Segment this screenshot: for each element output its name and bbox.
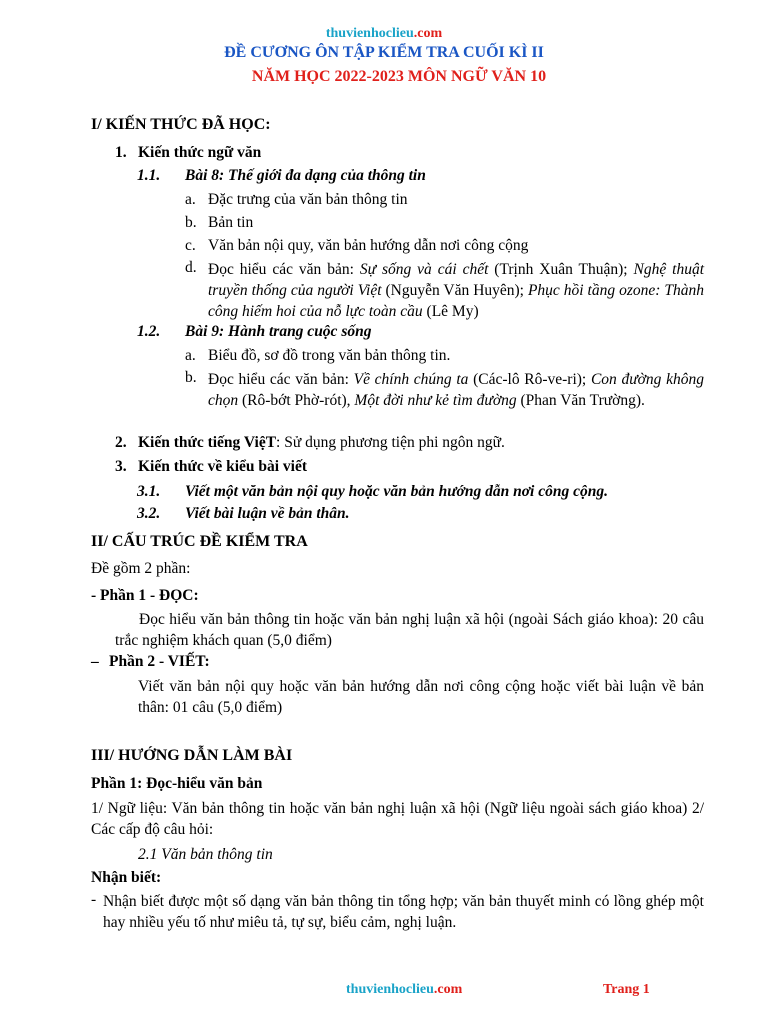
sub-2-1-label: 2.1 Văn bản thông tin — [138, 846, 273, 863]
site-watermark-bottom — [346, 982, 462, 998]
list-item: Đặc trưng của văn bản thông tin — [208, 191, 408, 208]
item-3-label: Kiến thức về kiểu bài viết — [138, 458, 308, 475]
reading-source-paragraph: 1/ Ngữ liệu: Văn bản thông tin hoặc văn bản nghị luận xã hội (Ngữ liệu ngoài sách giáo khoa) 2/ Các cấp độ câu hỏi: — [91, 800, 704, 838]
section-2-intro: Đề gồm 2 phần: — [91, 560, 191, 577]
list-item-reading-texts — [208, 259, 704, 322]
work-title: Một đời như kẻ tìm đường — [354, 392, 517, 409]
text-run: (Lê My) — [422, 303, 479, 320]
list-marker: b. — [185, 214, 197, 231]
sub-1-1-label: Bài 8: Thế giới đa dạng của thông tin — [185, 167, 426, 184]
text-run: (Phan Văn Trường). — [516, 392, 645, 409]
list-marker: d. — [185, 259, 197, 276]
site-name: thuvienhoclieu — [325, 26, 414, 41]
part-2-description: Viết văn bản nội quy hoặc văn bản hướng dẫn nơi công cộng hoặc viết bài luận về bản thân: 01 câu (5,0 điểm) — [138, 678, 704, 716]
text-run: (Các-lô Rô-ve-ri); — [468, 371, 591, 388]
list-marker: a. — [185, 347, 196, 364]
sub-3-2-number: 3.2. — [137, 505, 161, 522]
sub-3-2-label: Viết bài luận về bản thân. — [185, 505, 350, 522]
sub-1-2-number: 1.2. — [137, 323, 161, 340]
document-subtitle: NĂM HỌC 2022-2023 MÔN NGỮ VĂN 10 — [251, 68, 547, 85]
text-run: (Trịnh Xuân Thuận); — [488, 261, 634, 278]
work-title: Nghệ thuật truyền thống của người Việt — [208, 261, 705, 299]
document-title: ĐỀ CƯƠNG ÔN TẬP KIỂM TRA CUỐI KÌ II — [224, 44, 544, 61]
item-2-label: Kiến thức tiếng ViệT — [138, 434, 277, 451]
recognition-bullet — [103, 891, 704, 933]
list-item: Bản tin — [208, 214, 254, 231]
work-title: Về chính chúng ta — [353, 371, 469, 388]
list-marker: a. — [185, 191, 196, 208]
section-1-heading: I/ KIẾN THỨC ĐÃ HỌC: — [91, 116, 271, 133]
part-1-description: Đọc hiểu văn bản thông tin hoặc văn bản nghị luận xã hội (ngoài Sách giáo khoa): 20 câu trắc nghiệm khách quan (5,0 điểm) — [115, 611, 704, 649]
item-1-label: Kiến thức ngữ văn — [138, 144, 262, 161]
item-2-number: 2. — [115, 434, 127, 451]
list-item: Biểu đồ, sơ đồ trong văn bản thông tin. — [208, 347, 451, 364]
item-2-text: : Sử dụng phương tiện phi ngôn ngữ. — [276, 434, 505, 451]
site-name: thuvienhoclieu — [346, 982, 434, 997]
site-domain: .com — [413, 26, 443, 41]
part-2-dash: – — [91, 653, 99, 670]
part-1-heading: - Phần 1 - ĐỌC: — [91, 587, 199, 604]
reading-part-heading: Phần 1: Đọc-hiểu văn bản — [91, 775, 263, 792]
bullet-text: Nhận biết được một số dạng văn bản thông tin tổng hợp; văn bản thuyết minh có lồng ghép một hay nhiều yếu tố như miêu tả, tự sự, biểu cảm, nghị luận. — [103, 893, 704, 931]
work-title: Con đường không chọn — [208, 371, 704, 409]
section-3-heading: III/ HƯỚNG DẪN LÀM BÀI — [91, 747, 293, 764]
work-title: Phục hồi tầng ozone: Thành công hiếm hoi của nỗ lực toàn cầu — [208, 282, 704, 320]
list-marker: b. — [185, 369, 197, 386]
section-2-heading: II/ CẤU TRÚC ĐỀ KIỂM TRA — [91, 533, 308, 550]
sub-3-1-label: Viết một văn bản nội quy hoặc văn bản hướng dẫn nơi công cộng. — [185, 483, 608, 500]
item-2-line — [138, 434, 505, 452]
site-watermark-top — [0, 26, 768, 42]
bullet-dash: - — [91, 891, 97, 908]
recognition-heading: Nhận biết: — [91, 869, 162, 886]
sub-1-2-label: Bài 9: Hành trang cuộc sống — [185, 323, 372, 340]
text-run: (Nguyễn Văn Huyên); — [381, 282, 528, 299]
page-number: Trang 1 — [603, 982, 650, 997]
list-item-reading-texts — [208, 369, 704, 411]
list-marker: c. — [185, 237, 196, 254]
work-title: Sự sống và cái chết — [359, 261, 489, 278]
list-item: Văn bản nội quy, văn bản hướng dẫn nơi công cộng — [208, 237, 529, 254]
site-domain: .com — [433, 982, 463, 997]
part-2-heading: Phần 2 - VIẾT: — [109, 653, 210, 670]
text-run: Đọc hiểu các văn bản: — [208, 371, 354, 388]
text-run: Đọc hiểu các văn bản: — [208, 261, 360, 278]
item-3-number: 3. — [115, 458, 127, 475]
item-1-number: 1. — [115, 144, 127, 161]
sub-1-1-number: 1.1. — [137, 167, 161, 184]
text-run: (Rô-bớt Phờ-rót), — [238, 392, 355, 409]
sub-3-1-number: 3.1. — [137, 483, 161, 500]
